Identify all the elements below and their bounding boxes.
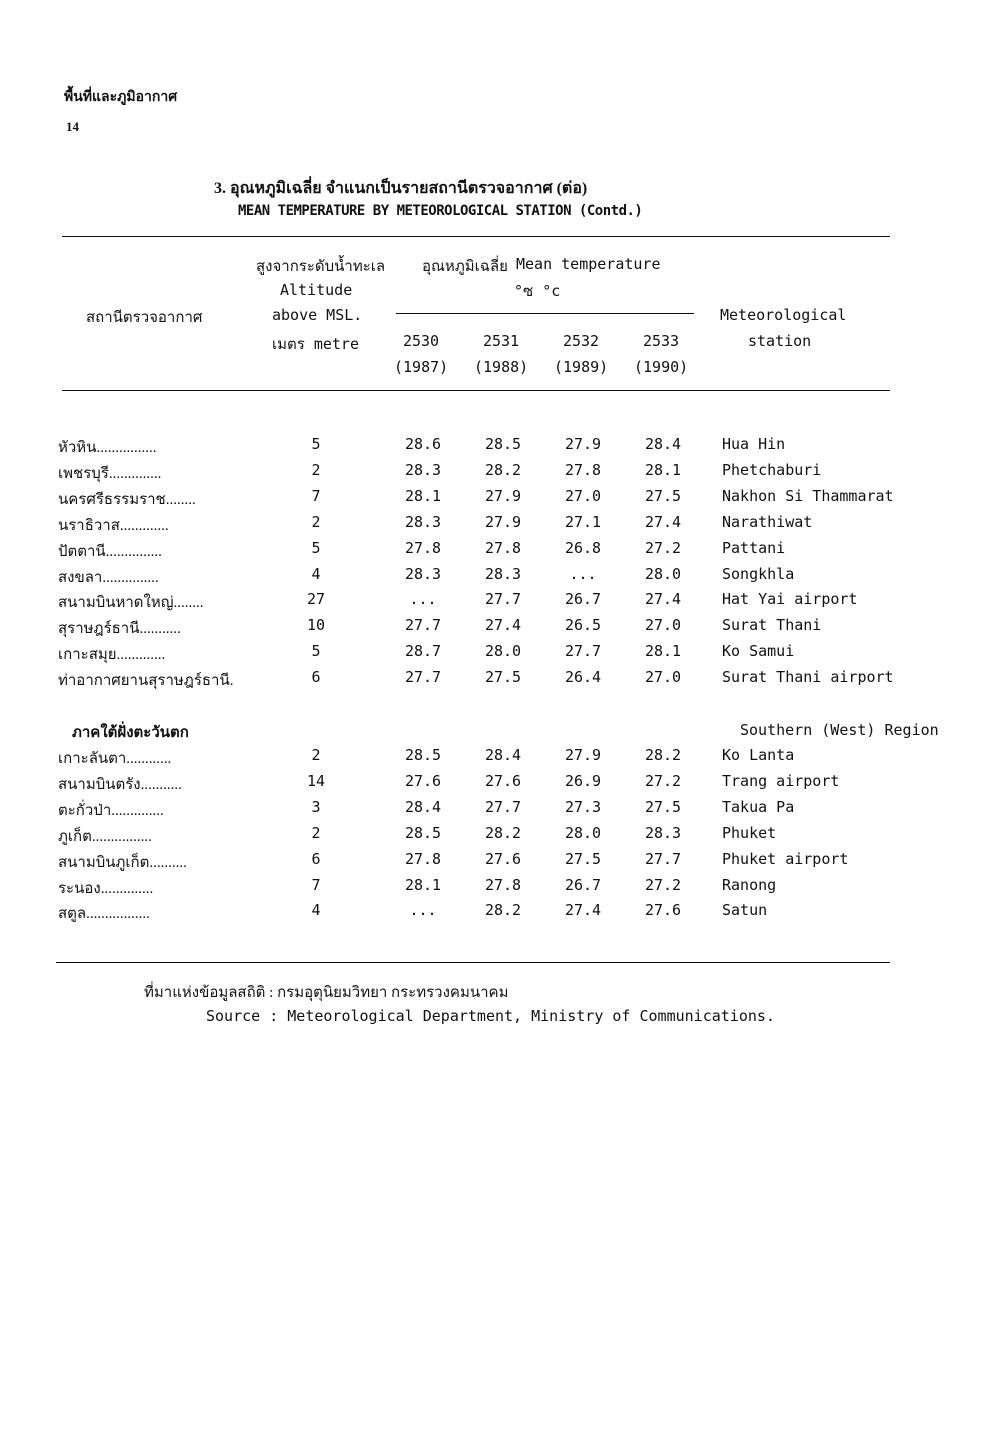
temperature-cell: 26.7 bbox=[564, 876, 602, 894]
header-temp-unit: °ซ °c bbox=[514, 282, 561, 300]
station-name-thai: ตะกั่วป่า.............. bbox=[58, 803, 164, 819]
altitude-cell: 2 bbox=[311, 461, 321, 479]
station-name-thai: สุราษฎร์ธานี........... bbox=[58, 621, 181, 637]
temperature-cell: 28.3 bbox=[404, 565, 442, 583]
temperature-cell: 27.0 bbox=[644, 616, 682, 634]
temperature-cell: 27.7 bbox=[484, 798, 522, 816]
station-name-thai: สนามบินภูเก็ต.......... bbox=[58, 855, 187, 871]
station-name-en: Surat Thani airport bbox=[722, 668, 894, 686]
altitude-cell: 5 bbox=[311, 539, 321, 557]
temperature-cell: 28.0 bbox=[644, 565, 682, 583]
altitude-cell: 2 bbox=[311, 513, 321, 531]
temperature-cell: 27.5 bbox=[644, 487, 682, 505]
temperature-cell: 26.5 bbox=[564, 616, 602, 634]
station-name-en: Satun bbox=[722, 901, 768, 919]
temperature-cell: 27.2 bbox=[644, 539, 682, 557]
temperature-cell: 28.2 bbox=[644, 746, 682, 764]
station-name-en: Phuket bbox=[722, 824, 777, 842]
header-year-ad: (1990) bbox=[634, 358, 689, 376]
header-bottom-rule bbox=[62, 390, 890, 391]
station-name-en: Ranong bbox=[722, 876, 777, 894]
temperature-cell: 27.5 bbox=[644, 798, 682, 816]
temperature-cell: 27.5 bbox=[564, 850, 602, 868]
altitude-cell: 7 bbox=[311, 487, 321, 505]
temp-header-rule bbox=[396, 313, 694, 314]
temperature-cell: 28.3 bbox=[644, 824, 682, 842]
temperature-cell: 27.1 bbox=[564, 513, 602, 531]
station-name-thai: หัวหิน................ bbox=[58, 440, 157, 456]
temperature-cell: 28.5 bbox=[404, 824, 442, 842]
temperature-cell: 28.0 bbox=[484, 642, 522, 660]
altitude-cell: 14 bbox=[306, 772, 326, 790]
altitude-cell: 2 bbox=[311, 746, 321, 764]
temperature-cell: 28.1 bbox=[644, 642, 682, 660]
altitude-cell: 7 bbox=[311, 876, 321, 894]
temperature-cell: 28.5 bbox=[404, 746, 442, 764]
header-above-msl: above MSL. bbox=[272, 306, 363, 324]
station-name-thai: ท่าอากาศยานสุราษฎร์ธานี. bbox=[58, 673, 234, 689]
temperature-cell: 28.4 bbox=[484, 746, 522, 764]
temperature-cell: ... bbox=[409, 590, 437, 608]
header-temp-thai: อุณหภูมิเฉลี่ย bbox=[422, 259, 508, 275]
temperature-cell: 27.6 bbox=[644, 901, 682, 919]
temperature-cell: 26.8 bbox=[564, 539, 602, 557]
station-name-en: Phetchaburi bbox=[722, 461, 822, 479]
temperature-cell: ... bbox=[409, 901, 437, 919]
station-name-en: Nakhon Si Thammarat bbox=[722, 487, 894, 505]
station-name-thai: เพชรบุรี.............. bbox=[58, 466, 162, 482]
station-name-thai: เกาะสมุย............. bbox=[58, 647, 166, 663]
temperature-cell: 27.4 bbox=[484, 616, 522, 634]
header-year-be: 2530 bbox=[402, 332, 440, 350]
header-altitude-en: Altitude bbox=[280, 281, 353, 299]
temperature-cell: 27.0 bbox=[564, 487, 602, 505]
station-name-en: Ko Lanta bbox=[722, 746, 795, 764]
temperature-cell: 28.2 bbox=[484, 901, 522, 919]
header-station-en2: station bbox=[748, 332, 812, 350]
header-year-ad: (1989) bbox=[554, 358, 609, 376]
temperature-cell: 27.8 bbox=[404, 539, 442, 557]
title-english: MEAN TEMPERATURE BY METEOROLOGICAL STATION (Contd.) bbox=[238, 203, 643, 219]
temperature-cell: 27.2 bbox=[644, 876, 682, 894]
header-station-thai: สถานีตรวจอากาศ bbox=[86, 310, 203, 326]
station-name-thai: ปัตตานี............... bbox=[58, 544, 162, 560]
temperature-cell: 27.9 bbox=[484, 513, 522, 531]
temperature-cell: 27.8 bbox=[484, 876, 522, 894]
page-number: 14 bbox=[66, 119, 79, 134]
temperature-cell: 27.8 bbox=[484, 539, 522, 557]
title-thai: 3. อุณหภูมิเฉลี่ย จำแนกเป็นรายสถานีตรวจอากาศ (ต่อ) bbox=[214, 180, 588, 197]
temperature-cell: 27.4 bbox=[564, 901, 602, 919]
source-thai: ที่มาแห่งข้อมูลสถิติ : กรมอุตุนิยมวิทยา กระทรวงคมนาคม bbox=[144, 985, 509, 1001]
bottom-rule bbox=[56, 962, 890, 963]
station-name-thai: ภูเก็ต................ bbox=[58, 829, 152, 845]
station-name-en: Songkhla bbox=[722, 565, 795, 583]
header-year-ad: (1988) bbox=[474, 358, 529, 376]
altitude-cell: 6 bbox=[311, 850, 321, 868]
station-name-thai: สนามบินตรัง........... bbox=[58, 777, 182, 793]
header-year-be: 2532 bbox=[562, 332, 600, 350]
station-name-en: Ko Samui bbox=[722, 642, 795, 660]
station-name-en: Narathiwat bbox=[722, 513, 813, 531]
source-english: Source : Meteorological Department, Ministry of Communications. bbox=[206, 1007, 775, 1025]
temperature-cell: 27.6 bbox=[484, 772, 522, 790]
temperature-cell: 27.7 bbox=[404, 616, 442, 634]
header-station-en1: Meteorological bbox=[720, 306, 847, 324]
station-name-en: Hua Hin bbox=[722, 435, 786, 453]
altitude-cell: 4 bbox=[311, 901, 321, 919]
temperature-cell: 27.6 bbox=[484, 850, 522, 868]
station-name-en: Trang airport bbox=[722, 772, 840, 790]
station-name-en: Hat Yai airport bbox=[722, 590, 858, 608]
temperature-cell: 27.9 bbox=[564, 746, 602, 764]
temperature-cell: 26.7 bbox=[564, 590, 602, 608]
temperature-cell: 28.1 bbox=[404, 487, 442, 505]
temperature-cell: 27.6 bbox=[404, 772, 442, 790]
temperature-cell: 26.4 bbox=[564, 668, 602, 686]
header-year-be: 2533 bbox=[642, 332, 680, 350]
altitude-cell: 2 bbox=[311, 824, 321, 842]
altitude-cell: 6 bbox=[311, 668, 321, 686]
region-heading-thai: ภาคใต้ฝั่งตะวันตก bbox=[72, 725, 189, 741]
temperature-cell: 28.3 bbox=[484, 565, 522, 583]
temperature-cell: 27.9 bbox=[564, 435, 602, 453]
header-year-be: 2531 bbox=[482, 332, 520, 350]
station-name-thai: สนามบินหาดใหญ่........ bbox=[58, 595, 204, 611]
temperature-cell: ... bbox=[569, 565, 597, 583]
temperature-cell: 28.5 bbox=[484, 435, 522, 453]
temperature-cell: 28.4 bbox=[404, 798, 442, 816]
temperature-cell: 28.3 bbox=[404, 513, 442, 531]
temperature-cell: 27.3 bbox=[564, 798, 602, 816]
temperature-cell: 27.4 bbox=[644, 590, 682, 608]
temperature-cell: 27.7 bbox=[644, 850, 682, 868]
temperature-cell: 27.7 bbox=[404, 668, 442, 686]
temperature-cell: 28.7 bbox=[404, 642, 442, 660]
station-name-en: Takua Pa bbox=[722, 798, 795, 816]
station-name-en: Phuket airport bbox=[722, 850, 849, 868]
header-temp-en: Mean temperature bbox=[516, 255, 661, 273]
temperature-cell: 27.9 bbox=[484, 487, 522, 505]
station-name-thai: นครศรีธรรมราช........ bbox=[58, 492, 196, 508]
temperature-cell: 26.9 bbox=[564, 772, 602, 790]
temperature-cell: 27.0 bbox=[644, 668, 682, 686]
header-altitude-unit: เมตร metre bbox=[272, 335, 359, 353]
temperature-cell: 27.8 bbox=[404, 850, 442, 868]
altitude-cell: 5 bbox=[311, 435, 321, 453]
temperature-cell: 28.4 bbox=[644, 435, 682, 453]
temperature-cell: 27.8 bbox=[564, 461, 602, 479]
header-year-ad: (1987) bbox=[394, 358, 449, 376]
region-heading-en: Southern (West) Region bbox=[740, 721, 939, 739]
station-name-thai: นราธิวาส............. bbox=[58, 518, 169, 534]
altitude-cell: 10 bbox=[306, 616, 326, 634]
temperature-cell: 27.2 bbox=[644, 772, 682, 790]
altitude-cell: 5 bbox=[311, 642, 321, 660]
page-section-title: พื้นที่และภูมิอากาศ bbox=[64, 90, 178, 105]
station-name-thai: ระนอง.............. bbox=[58, 881, 154, 897]
temperature-cell: 27.7 bbox=[564, 642, 602, 660]
station-name-en: Surat Thani bbox=[722, 616, 822, 634]
temperature-cell: 28.3 bbox=[404, 461, 442, 479]
temperature-cell: 28.6 bbox=[404, 435, 442, 453]
header-altitude-thai: สูงจากระดับน้ำทะเล bbox=[256, 259, 386, 275]
station-name-thai: สตูล................. bbox=[58, 906, 150, 922]
temperature-cell: 28.2 bbox=[484, 461, 522, 479]
temperature-cell: 28.0 bbox=[564, 824, 602, 842]
temperature-cell: 27.5 bbox=[484, 668, 522, 686]
altitude-cell: 4 bbox=[311, 565, 321, 583]
temperature-cell: 28.1 bbox=[644, 461, 682, 479]
station-name-en: Pattani bbox=[722, 539, 786, 557]
temperature-cell: 28.2 bbox=[484, 824, 522, 842]
altitude-cell: 3 bbox=[311, 798, 321, 816]
top-rule bbox=[62, 236, 890, 237]
station-name-thai: สงขลา............... bbox=[58, 570, 159, 586]
station-name-thai: เกาะลันตา............ bbox=[58, 751, 172, 767]
temperature-cell: 27.4 bbox=[644, 513, 682, 531]
altitude-cell: 27 bbox=[306, 590, 326, 608]
temperature-cell: 27.7 bbox=[484, 590, 522, 608]
temperature-cell: 28.1 bbox=[404, 876, 442, 894]
